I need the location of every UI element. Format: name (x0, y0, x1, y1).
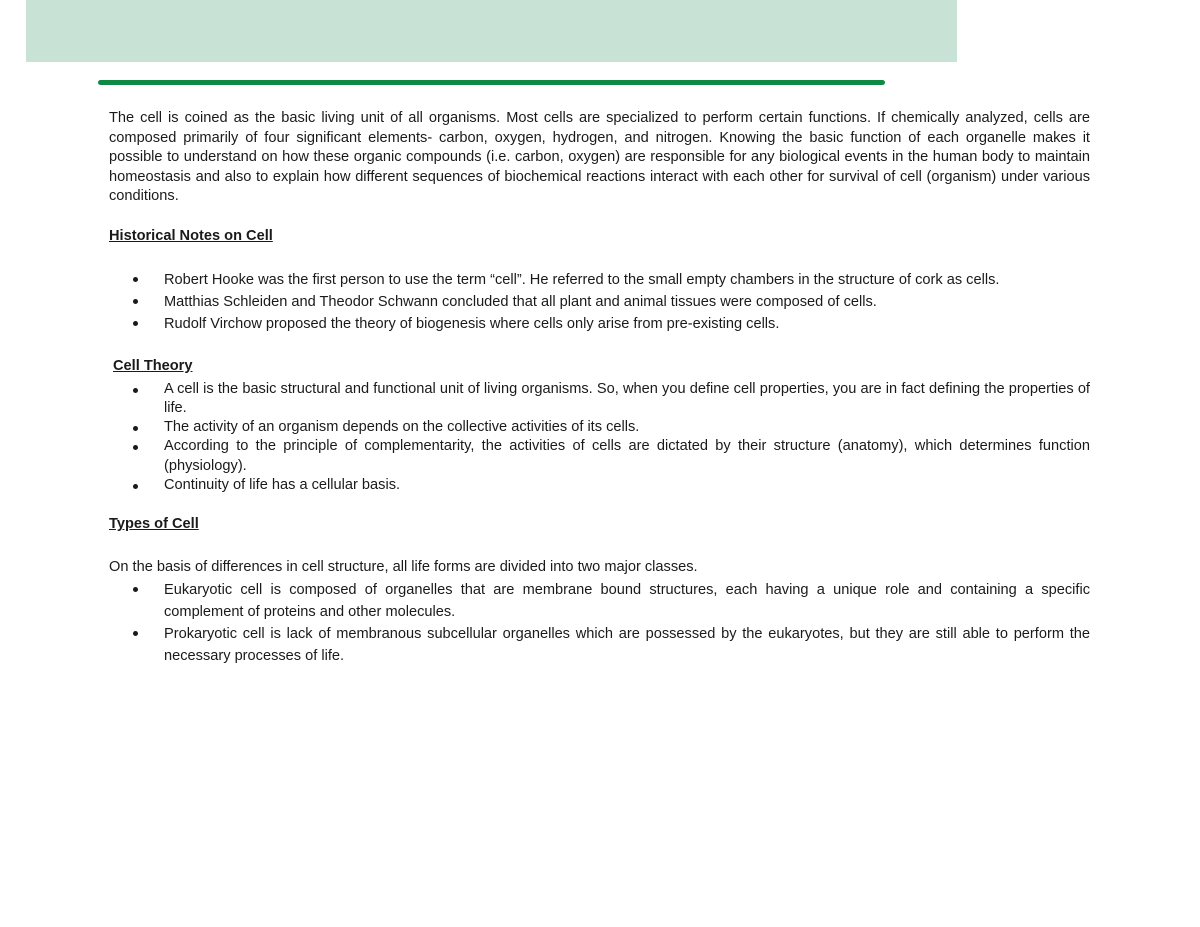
list-item-text: Eukaryotic cell is composed of organelles that are membrane bound structures, each having a unique role and containing a specific complement of proteins and other molecules. (164, 582, 1090, 621)
bullet-icon (133, 426, 138, 431)
historical-notes-list (109, 269, 1090, 335)
bullet-icon (133, 484, 138, 489)
list-item (109, 418, 1090, 437)
header-divider (98, 80, 885, 85)
list-item-text: A cell is the basic structural and functional unit of living organisms. So, when you define cell properties, you are in fact defining the properties of life. (164, 380, 1090, 416)
list-item-text: Rudolf Virchow proposed the theory of biogenesis where cells only arise from pre-existing cells. (164, 316, 780, 332)
types-intro-text: On the basis of differences in cell structure, all life forms are divided into two major classes. (109, 558, 698, 575)
list-item-text: Continuity of life has a cellular basis. (164, 476, 401, 493)
types-of-cell-heading: Types of Cell (109, 516, 199, 533)
bullet-icon (133, 631, 138, 636)
list-item-text: Matthias Schleiden and Theodor Schwann concluded that all plant and animal tissues were composed of cells. (164, 294, 877, 310)
list-item (109, 623, 1090, 667)
list-item (109, 476, 1090, 495)
bullet-icon (133, 321, 138, 326)
bullet-icon (133, 445, 138, 450)
types-of-cell-list (109, 579, 1090, 667)
list-item-text: Robert Hooke was the first person to use the term “cell”. He referred to the small empty chambers in the structure of cork as cells. (164, 272, 1000, 288)
bullet-icon (133, 587, 138, 592)
list-item (109, 437, 1090, 476)
list-item (109, 313, 1090, 335)
list-item-text: The activity of an organism depends on the collective activities of its cells. (164, 419, 640, 436)
list-item (109, 269, 1090, 291)
bullet-icon (133, 299, 138, 304)
list-item (109, 291, 1090, 313)
list-item (109, 380, 1090, 419)
list-item-text: According to the principle of complementarity, the activities of cells are dictated by their structure (anatomy), which determines function (physiology). (164, 438, 1090, 474)
historical-notes-heading: Historical Notes on Cell (109, 227, 273, 244)
list-item (109, 579, 1090, 623)
cell-theory-heading: Cell Theory (113, 358, 193, 374)
header-band (26, 0, 957, 62)
bullet-icon (133, 388, 138, 393)
intro-paragraph: The cell is coined as the basic living unit of all organisms. Most cells are specialized to perform certain functions. If chemically analyzed, cells are composed primarily of four significant elements- carbon, oxygen, hydrogen, and nitrogen. Knowing the basic function of each organelle makes it possible to understand on how these organic compounds (i.e. carbon, oxygen) are responsible for any biological events in the human body to maintain homeostasis and also to explain how different sequences of biochemical reactions interact with each other for survival of cell (organism) under various conditions. (109, 110, 1090, 204)
document-body (109, 109, 1090, 667)
list-item-text: Prokaryotic cell is lack of membranous subcellular organelles which are possessed by the eukaryotes, but they are still able to perform the necessary processes of life. (164, 626, 1090, 665)
cell-theory-list (109, 380, 1090, 496)
bullet-icon (133, 277, 138, 282)
